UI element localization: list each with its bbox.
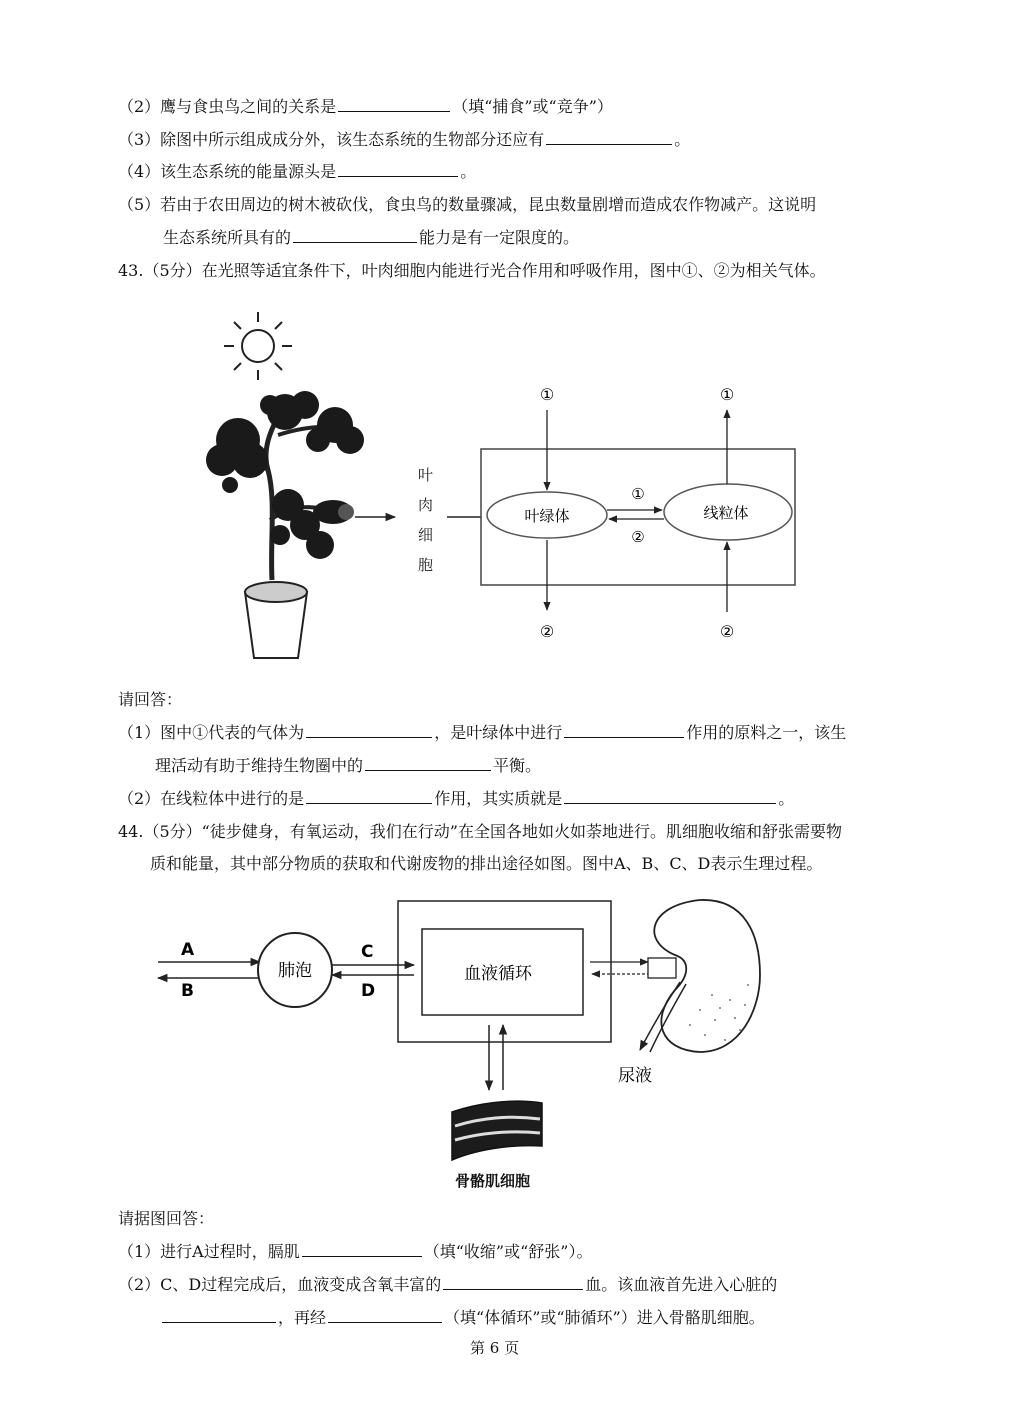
circulation-label: 血液循环: [464, 964, 532, 984]
muscle-cell-icon: [452, 1101, 542, 1160]
q43-part1b-text: 理活动有助于维持生物圈中的: [155, 756, 364, 775]
kidney-icon: [640, 900, 760, 1052]
q43-stem: 43.（5分）在光照等适宜条件下，叶肉细胞内能进行光合作用和呼吸作用，图中①、②为相关气体。: [118, 261, 826, 280]
q44-stem-line1: 44.（5分）“徒步健身，有氧运动，我们在行动”在全国各地如火如荼地进行。肌细胞收缩和舒张需要物: [118, 822, 842, 841]
answer-blank[interactable]: [293, 226, 417, 243]
answer-blank[interactable]: [306, 721, 432, 738]
answer-blank[interactable]: [302, 1240, 422, 1257]
chloroplast-label: 叶绿体: [524, 507, 570, 525]
q44-part2-end: 血。该血液首先进入心脏的: [585, 1275, 778, 1294]
answer-blank[interactable]: [328, 1306, 442, 1323]
q42-part2-hint: （填“捕食”或“竞争”）: [452, 97, 613, 116]
q44-prompt: 请据图回答：: [118, 1209, 215, 1228]
q43-part1-end: 作用的原料之一，该生: [686, 723, 847, 742]
q43-part1-text: （1）图中①代表的气体为: [118, 723, 305, 742]
label-d: D: [361, 981, 376, 1001]
cell-label: [418, 466, 433, 574]
answer-blank[interactable]: [365, 754, 491, 771]
gas2-label: ②: [539, 622, 555, 641]
answer-blank[interactable]: [306, 787, 432, 804]
q43-part2: [118, 787, 794, 811]
q43-prompt: 请回答：: [118, 690, 183, 709]
gas2-label: ②: [631, 528, 645, 546]
answer-blank[interactable]: [564, 787, 776, 804]
cell-label-char: 细: [418, 526, 434, 544]
gas2-label: ②: [719, 622, 735, 641]
potted-plant-icon: [206, 391, 364, 658]
answer-blank[interactable]: [564, 721, 684, 738]
q44-part2b-mid: ，再经: [278, 1308, 327, 1327]
label-b: B: [181, 981, 194, 1001]
q44-part1: [118, 1240, 592, 1264]
answer-blank[interactable]: [338, 160, 458, 177]
q42-part3: [118, 128, 690, 152]
q44-part2b-hint: （填“体循环”或“肺循环”）进入骨骼肌细胞。: [444, 1308, 765, 1327]
q42-part5b: [163, 226, 579, 250]
answer-blank[interactable]: [162, 1306, 276, 1323]
cell-label-char: 叶: [418, 466, 434, 484]
q42-part2: [118, 95, 613, 119]
q42-part4: [118, 160, 476, 184]
gas1-label: ①: [631, 485, 645, 503]
q43-part1a: [118, 721, 846, 745]
q44-part1-hint: （填“收缩”或“舒张”）。: [423, 1242, 593, 1261]
q42-part3-text: （3）除图中所示组成成分外，该生态系统的生物部分还应有: [118, 130, 545, 149]
q44-part2b: [160, 1306, 765, 1330]
q42-part2-text: （2）鹰与食虫鸟之间的关系是: [118, 97, 337, 116]
q44-part1-text: （1）进行A过程时，膈肌: [118, 1242, 300, 1261]
q44-stem-line2: 质和能量，其中部分物质的获取和代谢废物的排出途径如图。图中A、B、C、D表示生理过程。: [150, 854, 823, 873]
cell-label-char: 胞: [418, 556, 434, 574]
q42-part5a: （5）若由于农田周边的树木被砍伐，食虫鸟的数量骤减，昆虫数量剧增而造成农作物减产。这说明: [118, 195, 817, 214]
q44-part2a: [118, 1273, 777, 1297]
q42-part5-text: 生态系统所具有的: [163, 228, 292, 247]
page-footer: 第 6 页: [470, 1339, 520, 1357]
muscle-cell-caption: 骨骼肌细胞: [455, 1172, 531, 1190]
urine-label: 尿液: [618, 1066, 652, 1086]
answer-blank[interactable]: [338, 95, 450, 112]
q43-diagram: [0, 300, 1009, 720]
q43-part1-mid: ，是叶绿体中进行: [434, 723, 563, 742]
gas1-label: ①: [719, 385, 735, 404]
q43-part2-end: 。: [778, 789, 795, 808]
cell-label-char: 肉: [418, 496, 434, 514]
alveolus-label: 肺泡: [278, 961, 312, 981]
q43-part1b: [155, 754, 541, 778]
q44-diagram: [0, 880, 1009, 1180]
label-c: C: [361, 942, 374, 962]
mitochondrion-label: 线粒体: [703, 504, 749, 522]
q44-part2-text: （2）C、D过程完成后，血液变成含氧丰富的: [118, 1275, 442, 1294]
answer-blank[interactable]: [546, 128, 672, 145]
gas1-label: ①: [539, 385, 555, 404]
q43-part2-mid: 作用，其实质就是: [434, 789, 563, 808]
sun-icon: [224, 312, 292, 380]
q43-part2-text: （2）在线粒体中进行的是: [118, 789, 305, 808]
q42-part4-text: （4）该生态系统的能量源头是: [118, 162, 337, 181]
q42-part4-end: 。: [460, 162, 477, 181]
q42-part3-end: 。: [674, 130, 691, 149]
label-a: A: [181, 940, 195, 960]
q42-part5-end: 能力是有一定限度的。: [419, 228, 580, 247]
answer-blank[interactable]: [443, 1273, 583, 1290]
q43-part1b-end: 平衡。: [493, 756, 542, 775]
